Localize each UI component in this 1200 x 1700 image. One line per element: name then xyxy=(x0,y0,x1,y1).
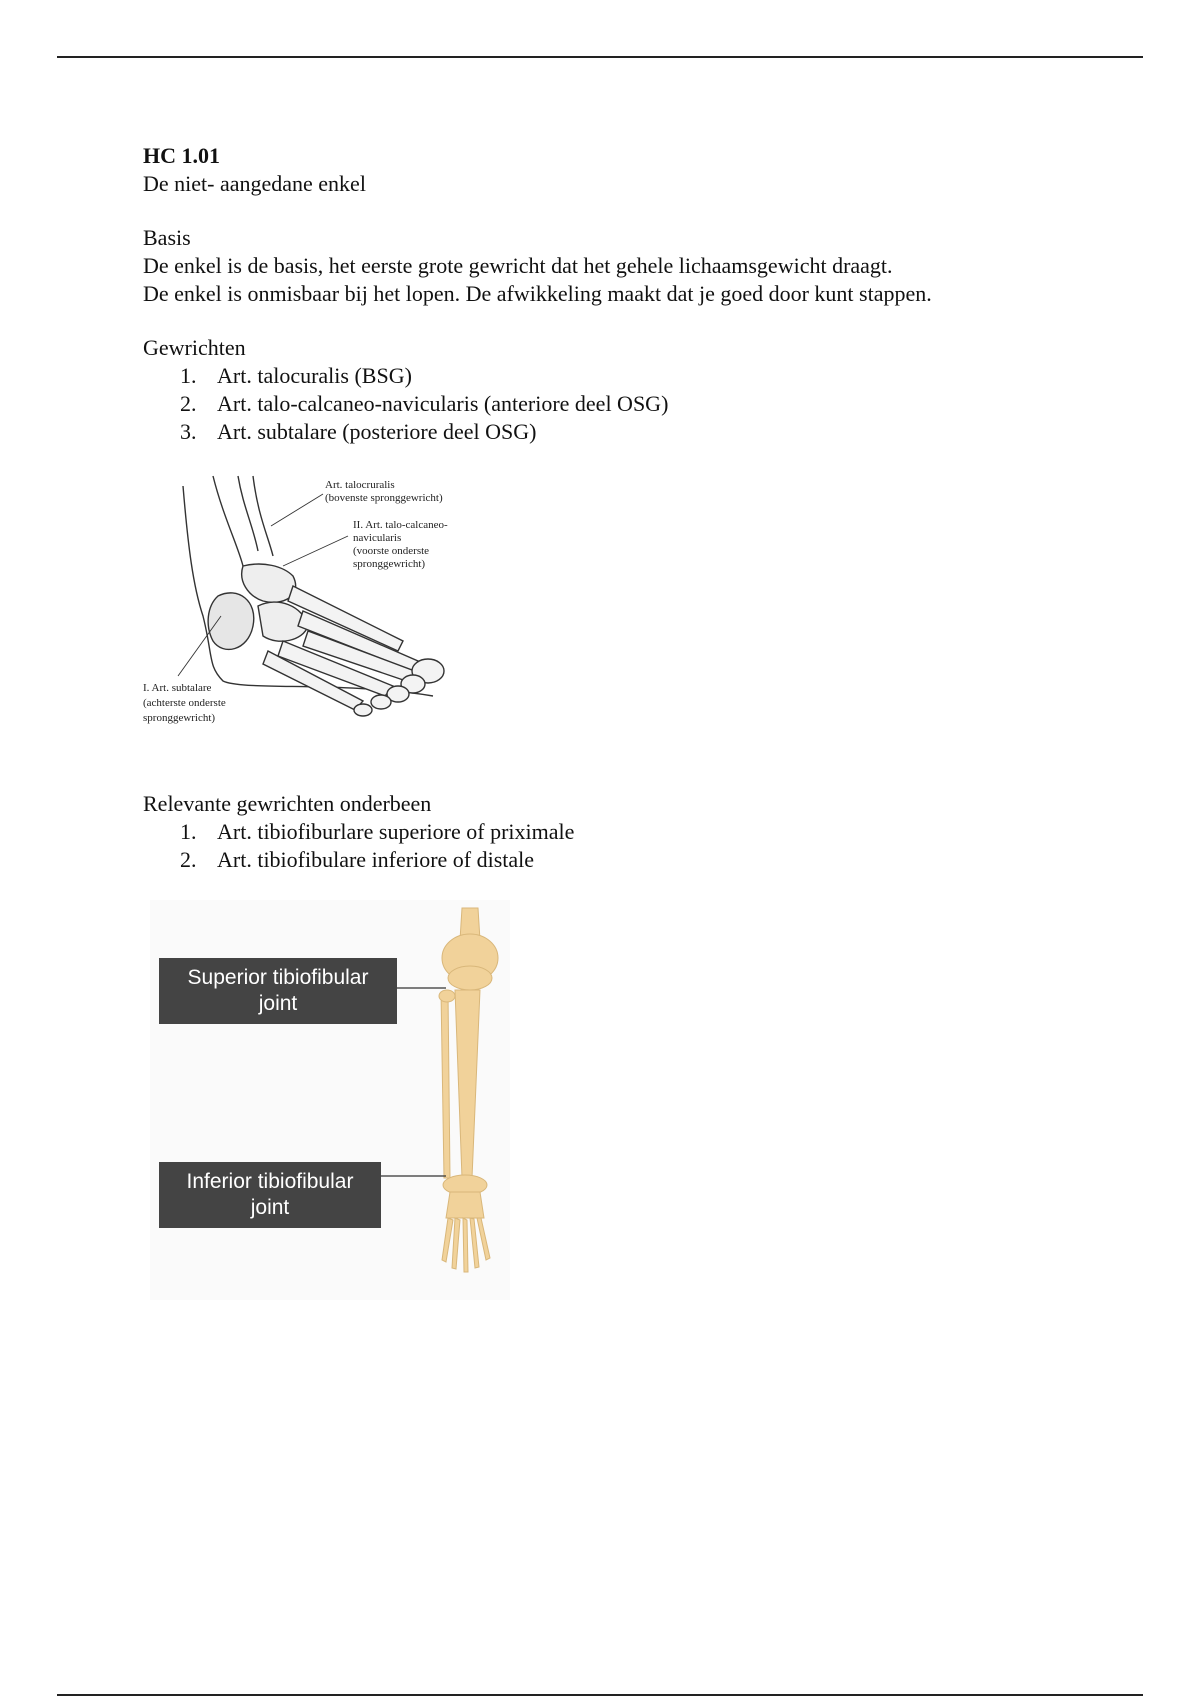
foot-label: II. Art. talo-calcaneo- xyxy=(353,519,448,531)
gewrichten-heading: Gewrichten xyxy=(143,335,246,360)
list-item xyxy=(143,846,1103,874)
list-item xyxy=(143,418,1103,446)
label-line: Superior tibiofibular xyxy=(187,966,369,989)
basis-heading: Basis xyxy=(143,225,191,250)
basis-line: De enkel is de basis, het eerste grote gewricht dat het gehele lichaamsgewicht draagt. xyxy=(143,253,893,278)
label-line: Inferior tibiofibular xyxy=(186,1170,354,1193)
foot-label: I. Art. subtalare xyxy=(143,682,212,694)
header-rule xyxy=(57,56,1143,58)
label-line: joint xyxy=(250,1196,290,1219)
list-item xyxy=(143,362,1103,390)
gewrichten-list xyxy=(143,362,1103,446)
list-number: 1. xyxy=(180,363,197,388)
list-text: Art. talo-calcaneo-navicularis (anteriore deel OSG) xyxy=(217,391,669,416)
course-code: HC 1.01 xyxy=(143,143,220,168)
footer-rule xyxy=(57,1694,1143,1696)
list-number: 3. xyxy=(180,419,197,444)
foot-label: navicularis xyxy=(353,532,402,544)
onderbeen-section xyxy=(143,790,1103,874)
inferior-tibiofibular-label xyxy=(159,1162,381,1228)
basis-line: De enkel is onmisbaar bij het lopen. De afwikkeling maakt dat je goed door kunt stappen. xyxy=(143,281,932,306)
list-text: Art. tibiofibulare inferiore of distale xyxy=(217,847,535,872)
document-body xyxy=(143,142,1103,446)
list-text: Art. subtalare (posteriore deel OSG) xyxy=(217,419,537,444)
onderbeen-list xyxy=(143,818,1103,874)
onderbeen-heading: Relevante gewrichten onderbeen xyxy=(143,791,432,816)
list-number: 2. xyxy=(180,847,197,872)
list-item xyxy=(143,390,1103,418)
foot-label: spronggewricht) xyxy=(353,558,426,570)
foot-label: spronggewricht) xyxy=(143,712,216,724)
superior-tibiofibular-label xyxy=(159,958,397,1024)
label-line: joint xyxy=(258,992,298,1015)
list-number: 1. xyxy=(180,819,197,844)
foot-label: (bovenste spronggewricht) xyxy=(325,492,443,504)
foot-label: (voorste onderste xyxy=(353,545,430,557)
document-subtitle: De niet- aangedane enkel xyxy=(143,171,366,196)
list-number: 2. xyxy=(180,391,197,416)
list-text: Art. tibiofiburlare superiore of priximale xyxy=(217,819,575,844)
list-item xyxy=(143,818,1103,846)
foot-skeleton-figure xyxy=(143,466,513,756)
foot-label: (achterste onderste xyxy=(143,697,226,709)
list-text: Art. talocuralis (BSG) xyxy=(217,363,412,388)
foot-label: Art. talocruralis xyxy=(325,479,395,491)
